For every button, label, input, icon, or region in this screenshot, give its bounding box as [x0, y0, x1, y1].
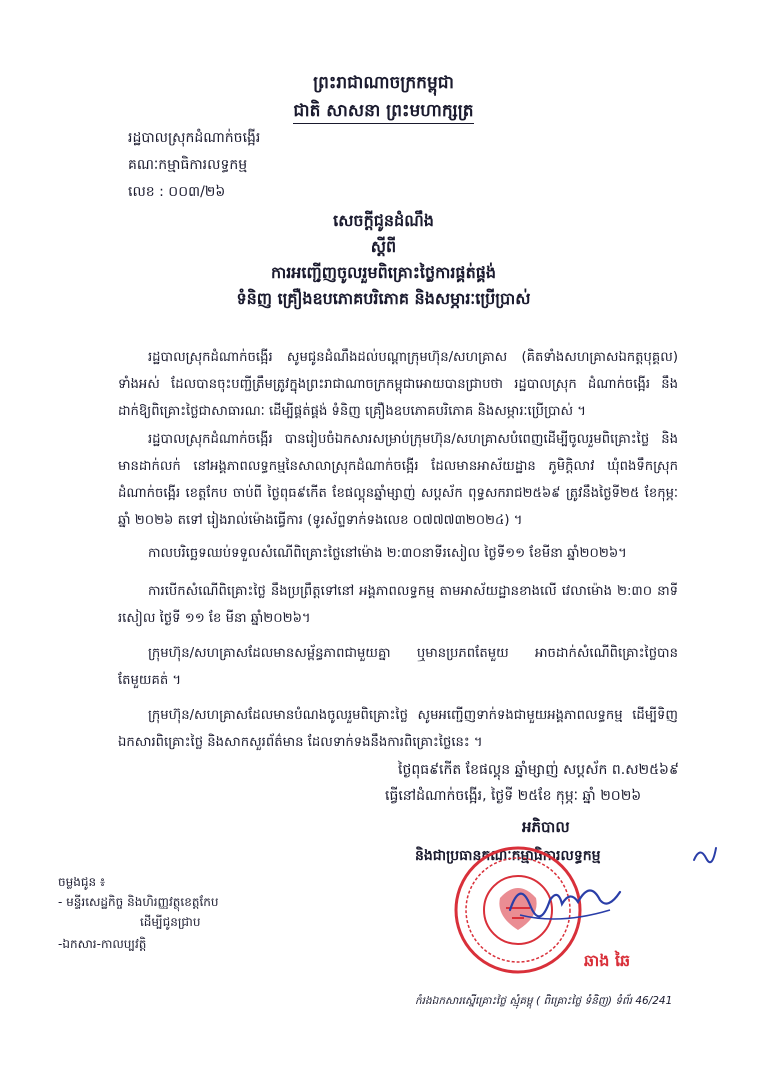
paragraph-6: ក្រុមហ៊ុន/សហគ្រាសដែលមានបំណងចូលរួមពិគ្រោះថ្លៃ សូមអញ្ជើញទាក់ទងជាមួយអង្គភាពលទ្ធកម្ម ដើម្បីទិញឯកសារពិគ្រោះថ្លៃ និងសាកសួរព័ត៌មាន ដែលទាក់ទងនឹងការពិគ្រោះថ្លៃនេះ ។	[118, 708, 678, 750]
date-solar: ធ្វើនៅដំណាក់ចង្អើរ, ថ្ងៃទី ២៥ខែ កុម្ភៈ ឆ្នាំ ២០២៦	[385, 788, 642, 804]
sender-org: រដ្ឋបាលស្រុកដំណាក់ចង្អើរ	[128, 130, 261, 146]
page-footer: កំរងឯកសារស្នើគ្រោះថ្លៃ ស្មុំគម្ពុ ( ពិគ្រោះថ្លៃ ទំនិញ) ទំព័រ 46/241	[415, 995, 673, 1007]
signature-scribble-icon	[500, 870, 630, 930]
signatory-chair: និងជាប្រធានគណៈកម្មាធិការលទ្ធកម្ម	[415, 848, 601, 864]
cc-item-2: -ឯកសារ-កាលប្បវត្តិ	[58, 937, 147, 951]
kingdom-heading: ព្រះរាជាណាចក្រកម្ពុជា	[313, 73, 454, 93]
paragraph-1: រដ្ឋបាលស្រុកដំណាក់ចង្អើរ សូមជូនដំណឹងដល់បណ្តាក្រុមហ៊ុន/សហគ្រាស (គិតទាំងសហគ្រាសឯកត្តបុគ្គល) ទាំងអស់ ដែលបានចុះបញ្ជីត្រឹមត្រូវក្នុងព្រះរាជាណាចក្រកម្ពុជាអោយបានជ្រាបថា រដ្ឋបាលស្រុក ដំណាក់ចង្អើរ នឹងដាក់ឱ្យពិគ្រោះថ្លៃជាសាធារណៈ ដើម្បីផ្គត់ផ្គង់ ទំនិញ គ្រឿងឧបភោគបរិភោគ និងសម្ភារៈប្រើប្រាស់ ។	[118, 350, 678, 419]
signatory-name: ឆាង ឆៃ	[584, 951, 631, 970]
initial-mark-icon	[690, 840, 720, 870]
motto-heading	[0, 100, 767, 125]
title-line-1: សេចក្តីជូនដំណឹង	[333, 211, 434, 230]
sender-committee: គណៈកម្មាធិការលទ្ធកម្ម	[128, 157, 248, 173]
date-lunar: ថ្ងៃពុធ៩កើត ខែផល្គុន ឆ្នាំម្សាញ់ សប្តស័ក ព.ស២៥៦៩	[398, 762, 679, 778]
title-line-2: ស្តីពី	[370, 237, 397, 256]
signatory-role: អភិបាល	[522, 818, 570, 836]
paragraph-4: ការបើកសំណើពិគ្រោះថ្លៃ នឹងប្រព្រឹត្តទៅនៅ អង្គភាពលទ្ធកម្ម តាមអាស័យដ្ឋានខាងលើ វេលាម៉ោង ២:៣០ នាទីរសៀល ថ្ងៃទី ១១ ខែ មីនា ឆ្នាំ២០២៦។	[118, 584, 678, 626]
cc-item-1: - មន្ទីរសេដ្ឋកិច្ច និងហិរញ្ញវត្ថុខេត្តកែប	[58, 895, 219, 909]
paragraph-5: ក្រុមហ៊ុន/សហគ្រាសដែលមានសម្ព័ន្ធភាពជាមួយគ្នា ឬមានប្រភពតែមួយ អាចដាក់សំណើពិគ្រោះថ្លៃបានតែមួយគត់ ។	[118, 646, 678, 688]
paragraph-2: រដ្ឋបាលស្រុកដំណាក់ចង្អើរ បានរៀបចំឯកសារសម្រាប់ក្រុមហ៊ុន/សហគ្រាសបំពេញដើម្បីចូលរួមពិគ្រោះថ្លៃ និងមានដាក់លក់ នៅអង្គភាពលទ្ធកម្មនៃសាលាស្រុកដំណាក់ចង្អើរ ដែលមានអាស័យដ្ឋាន ភូមិក្តិលាវ ឃុំពងទឹកស្រុកដំណាក់ចង្អើរ ខេត្តកែប ចាប់ពី ថ្ងៃពុធ៩កើត ខែផល្គុនឆ្នាំម្សាញ់ សប្តស័ក ពុទ្ធសករាជ២៥៦៩ ត្រូវនឹងថ្ងៃទី២៥ ខែកុម្ភៈ ឆ្នាំ ២០២៦ តទៅ រៀងរាល់ម៉ោងធ្វើការ (ទូរស័ព្ទទាក់ទងលេខ ០៧៧៧៣២០២៤) ។	[118, 432, 678, 528]
title-line-4: ទំនិញ គ្រឿងឧបភោគបរិភោគ និងសម្ភារៈប្រើប្រាស់	[236, 289, 531, 308]
paragraph-3: កាលបរិច្ឆេទឈប់ទទួលសំណើពិគ្រោះថ្លៃនៅម៉ោង ២:៣០នាទីរសៀល ថ្ងៃទី១១ ខែមីនា ឆ្នាំ២០២៦។	[148, 546, 627, 561]
document-number: លេខ : ០០៣/២៦	[128, 184, 226, 200]
cc-item-1-note: ដើម្បីជូនជ្រាប	[140, 915, 201, 929]
cc-heading: ចម្លងជូន ៖	[58, 875, 106, 889]
title-line-3: ការអញ្ជើញចូលរួមពិគ្រោះថ្លៃការផ្គត់ផ្គង់	[270, 263, 497, 282]
motto-text: ជាតិ សាសនា ព្រះមហាក្សត្រ	[293, 101, 473, 124]
